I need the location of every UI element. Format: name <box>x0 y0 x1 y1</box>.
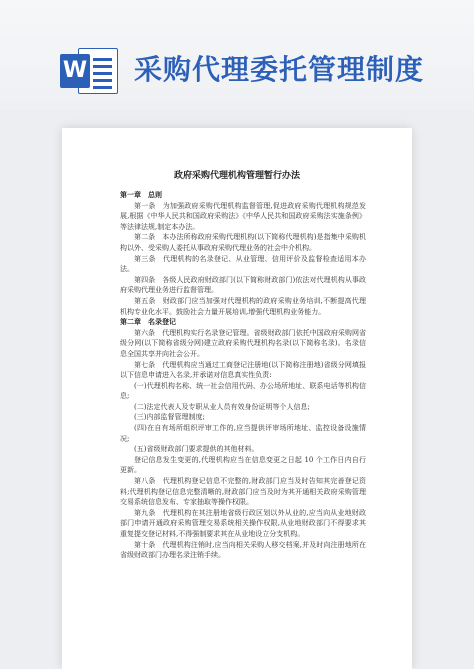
article-paragraph: 第八条 代理机构登记信息不完整的,财政部门应当及时告知其完善登记资料;代理机构登记信息完整清晰的,财政部门应当及时为其开通相关政府采购管理交易系统信息发布、专家抽取等操作权限。 <box>120 477 366 507</box>
article-paragraph: 第七条 代理机构应当通过工商登记注册地(以下简称注册地)省级分网填报以下信息申请进入名录,并承诺对信息真实性负责: <box>120 360 366 380</box>
article-paragraph: 第四条 各级人民政府财政部门(以下简称财政部门)依法对代理机构从事政府采购代理业务进行监督管理。 <box>120 275 366 295</box>
article-paragraph: (五)省级财政部门要求提供的其他材料。 <box>134 445 259 454</box>
document-body <box>120 190 366 561</box>
article-paragraph: 第十条 代理机构注销时,应当向相关采购人移交档案,并及时向注册地所在省级财政部门办理名录注销手续。 <box>120 540 366 560</box>
article-paragraph: 第一条 为加强政府采购代理机构监督管理,促进政府采购代理机构规范发展,根据《中华人民共和国政府采购法》《中华人民共和国政府采购法实施条例》等法律法规,制定本办法。 <box>120 201 366 231</box>
article-paragraph: 第三条 代理机构的名录登记、从业管理、信用评价及监督检查适用本办法。 <box>120 254 366 274</box>
article-paragraph: 第二条 本办法所称政府采购代理机构(以下简称代理机构)是指集中采购机构以外、受采购人委托从事政府采购代理业务的社会中介机构。 <box>120 233 366 252</box>
word-badge: W <box>60 54 90 88</box>
chapter-heading: 第一章 总则 <box>120 190 162 199</box>
banner <box>0 0 474 110</box>
document-title: 政府采购代理机构管理暂行办法 <box>173 171 300 181</box>
document-page <box>62 128 412 669</box>
chapter-heading: 第二章 名录登记 <box>120 317 176 327</box>
article-paragraph: (二)法定代表人及专职从业人员有效身份证明等个人信息; <box>134 402 310 411</box>
article-paragraph: (一)代理机构名称、统一社会信用代码、办公场所地址、联系电话等机构信息; <box>120 381 366 401</box>
word-document-icon <box>60 46 118 96</box>
article-paragraph: 第五条 财政部门应当加强对代理机构的政府采购业务培训,不断提高代理机构专业化水平。鼓励社会力量开展培训,增强代理机构业务能力。 <box>120 296 366 316</box>
article-paragraph: (四)在自有场所组织评审工作的,应当提供评审场所地址、监控设备设施情况; <box>120 424 366 443</box>
article-paragraph: 第六条 代理机构实行名录登记管理。省级财政部门依托中国政府采购网省级分网(以下简称省级分网)建立政府采购代理机构名录(以下简称名录)。名录信息全国共享并向社会公开。 <box>120 328 366 358</box>
article-paragraph: 登记信息发生变更的,代理机构应当在信息变更之日起 10 个工作日内自行更新。 <box>120 455 366 475</box>
article-paragraph: 第九条 代理机构在其注册地省级行政区划以外从业的,应当向从业地财政部门申请开通政府采购管理交易系统相关操作权限,从业地财政部门不得要求其重复提交登记材料,不得强制要求其在从业地设立分支机构。 <box>120 508 366 538</box>
banner-title: 采购代理委托管理制度 <box>134 53 425 86</box>
article-paragraph: (三)内部监督管理制度; <box>134 413 205 422</box>
